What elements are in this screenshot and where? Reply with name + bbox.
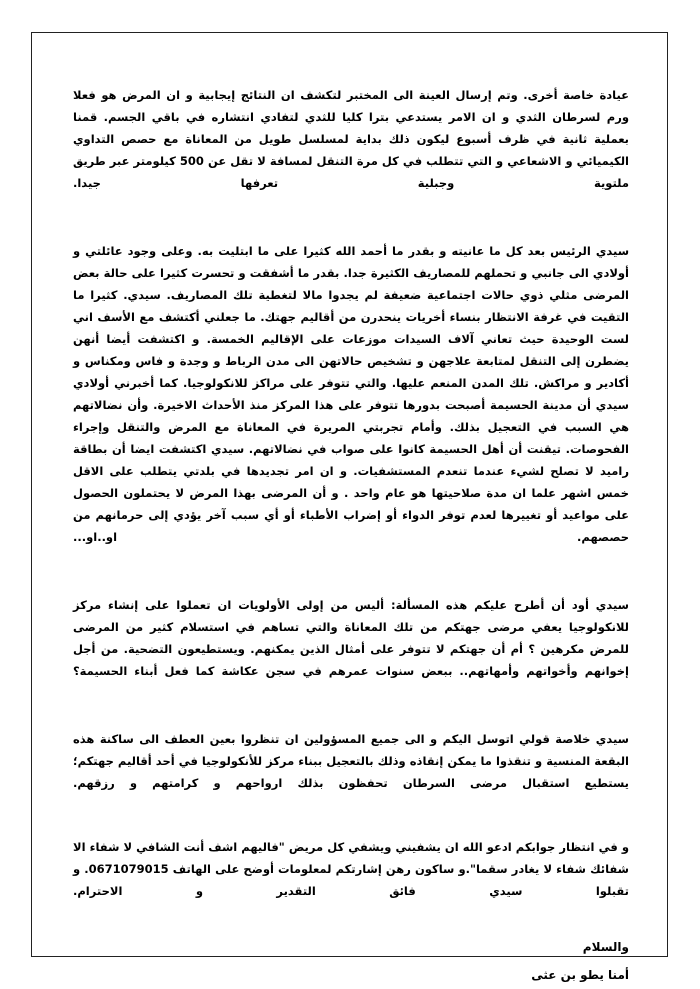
letter-paragraph-3: سيدي أود أن أطرح عليكم هذه المسألة: أليس من إولى الأولويات ان تعملوا على إنشاء مركز للانكولوجيا يعفي مرضى جهتكم من تلك المعاناة والتي تساهم في استسلام كثير من المرضى للمرض مكرهين ؟ أم أن جهتكم لا تتوفر على أمثال الذين يمكنهم. ويستطيعون التضحية. من أجل إخوانهم وأخواتهم وأمهاتهم.. ببعض سنوات عمرهم في سجن عكاشة كما فعل أبناء الحسيمة؟ (73, 598, 629, 678)
letter-closing: والسلام (582, 940, 629, 954)
letter-signature: أمنا يطو بن عثى (531, 968, 629, 982)
letter-body (73, 84, 629, 982)
letter-paragraph-4: سيدي خلاصة قولي اتوسل اليكم و الى جميع المسؤولين ان تنظروا بعين العطف الى ساكنة هذه البقعة المنسية و تنقذوا ما يمكن إنقاذه وذلك بالتعجيل ببناء مركز للأنكولوجيا في أحد أقاليم جهتكم؛ يستطيع استقبال مرضى السرطان تحفظون بذلك ارواحهم و كرامتهم و رزقهم. (73, 732, 629, 790)
letter-paragraph-2: سيدي الرئيس بعد كل ما عانيته و بقدر ما أحمد الله كثيرا على ما ابتليت به. وعلى وجود عائلتي و أولادي الى جانبي و تحملهم للمصاريف الكثيرة جدا. بقدر ما أشفقت و تحسرت كثيرا على حالة بعض المرضى مثلي ذوي حالات اجتماعية ضعيفة لم يجدوا مالا لتغطية تلك المصاريف. سيدي. كثيرا ما التقيت في غرفة الانتظار بنساء أخريات ينحدرن من أقاليم جهتك. ما جعلني أكتشف مع الأسف اني لست الوحيدة حيث تعاني آلاف السيدات موزعات على الإقاليم الخمسة. و اكتشفت أيضا أنهن يضطرن إلى التنقل لمتابعة علاجهن و تشخيص حالاتهن الى مدن الرباط و وجدة و فاس ومكناس و أكادير و مراكش. تلك المدن المنعم عليها. والتي تتوفر على مراكز للانكولوجيا. كما أخبرني أولادي سيدي أن مدينة الحسيمة أصبحت بدورها تتوفر على هذا المركز منذ الأحداث الاخيرة. وأن نضالاتهم هي السبب في التعجيل بذلك. وأمام تجربتي المريرة في المعاناة مع المرض والتنقل وإجراء الفحوصات. تيقنت أن أهل الحسيمة كانوا على صواب في نضالاتهم. سيدي اكتشفت ايضا أن بطاقة راميد لا تصلح لشيء عندما تنعدم المستشفيات. و ان امر تجديدها في بلدتي يتطلب على الاقل خمس اشهر علما ان مدة صلاحيتها هو عام واحد . و أن المرضى بهذا المرض لا يحتملون الحصول على مواعيد أو تغييرها لعدم توفر الدواء أو إضراب الأطباء أو أي سبب آخر يؤدي إلى حرمانهم من حصصهم. او..او... (73, 244, 629, 544)
letter-paragraph-5: و في انتظار جوابكم ادعو الله ان يشفيني ويشفي كل مريض "فاليهم اشف أنت الشافي لا شفاء الا شفائك شفاء لا يغادر سقما".و ساكون رهن إشارتكم لمعلومات أوضح على الهاتف 0671079015. و تقبلوا سيدي فائق التقدير و الاحترام. (73, 840, 629, 898)
letter-paragraph-1: عيادة خاصة أخرى. وتم إرسال العينة الى المختبر لتكشف ان النتائج إيجابية و ان المرض هو فعلا ورم لسرطان الثدي و ان الامر يستدعي بترا كليا للثدي لتفادي انتشاره في باقي الجسم. قمنا بعملية ثانية في ظرف أسبوع ليكون ذلك بداية لمسلسل طويل من المعاناة مع حصص التداوي الكيميائي و الاشعاعي و التي تتطلب في كل مرة التنقل لمسافة لا تقل عن 500 كيلومتر عبر طريق ملتوية وجبلية تعرفها جيدا. (73, 88, 629, 190)
